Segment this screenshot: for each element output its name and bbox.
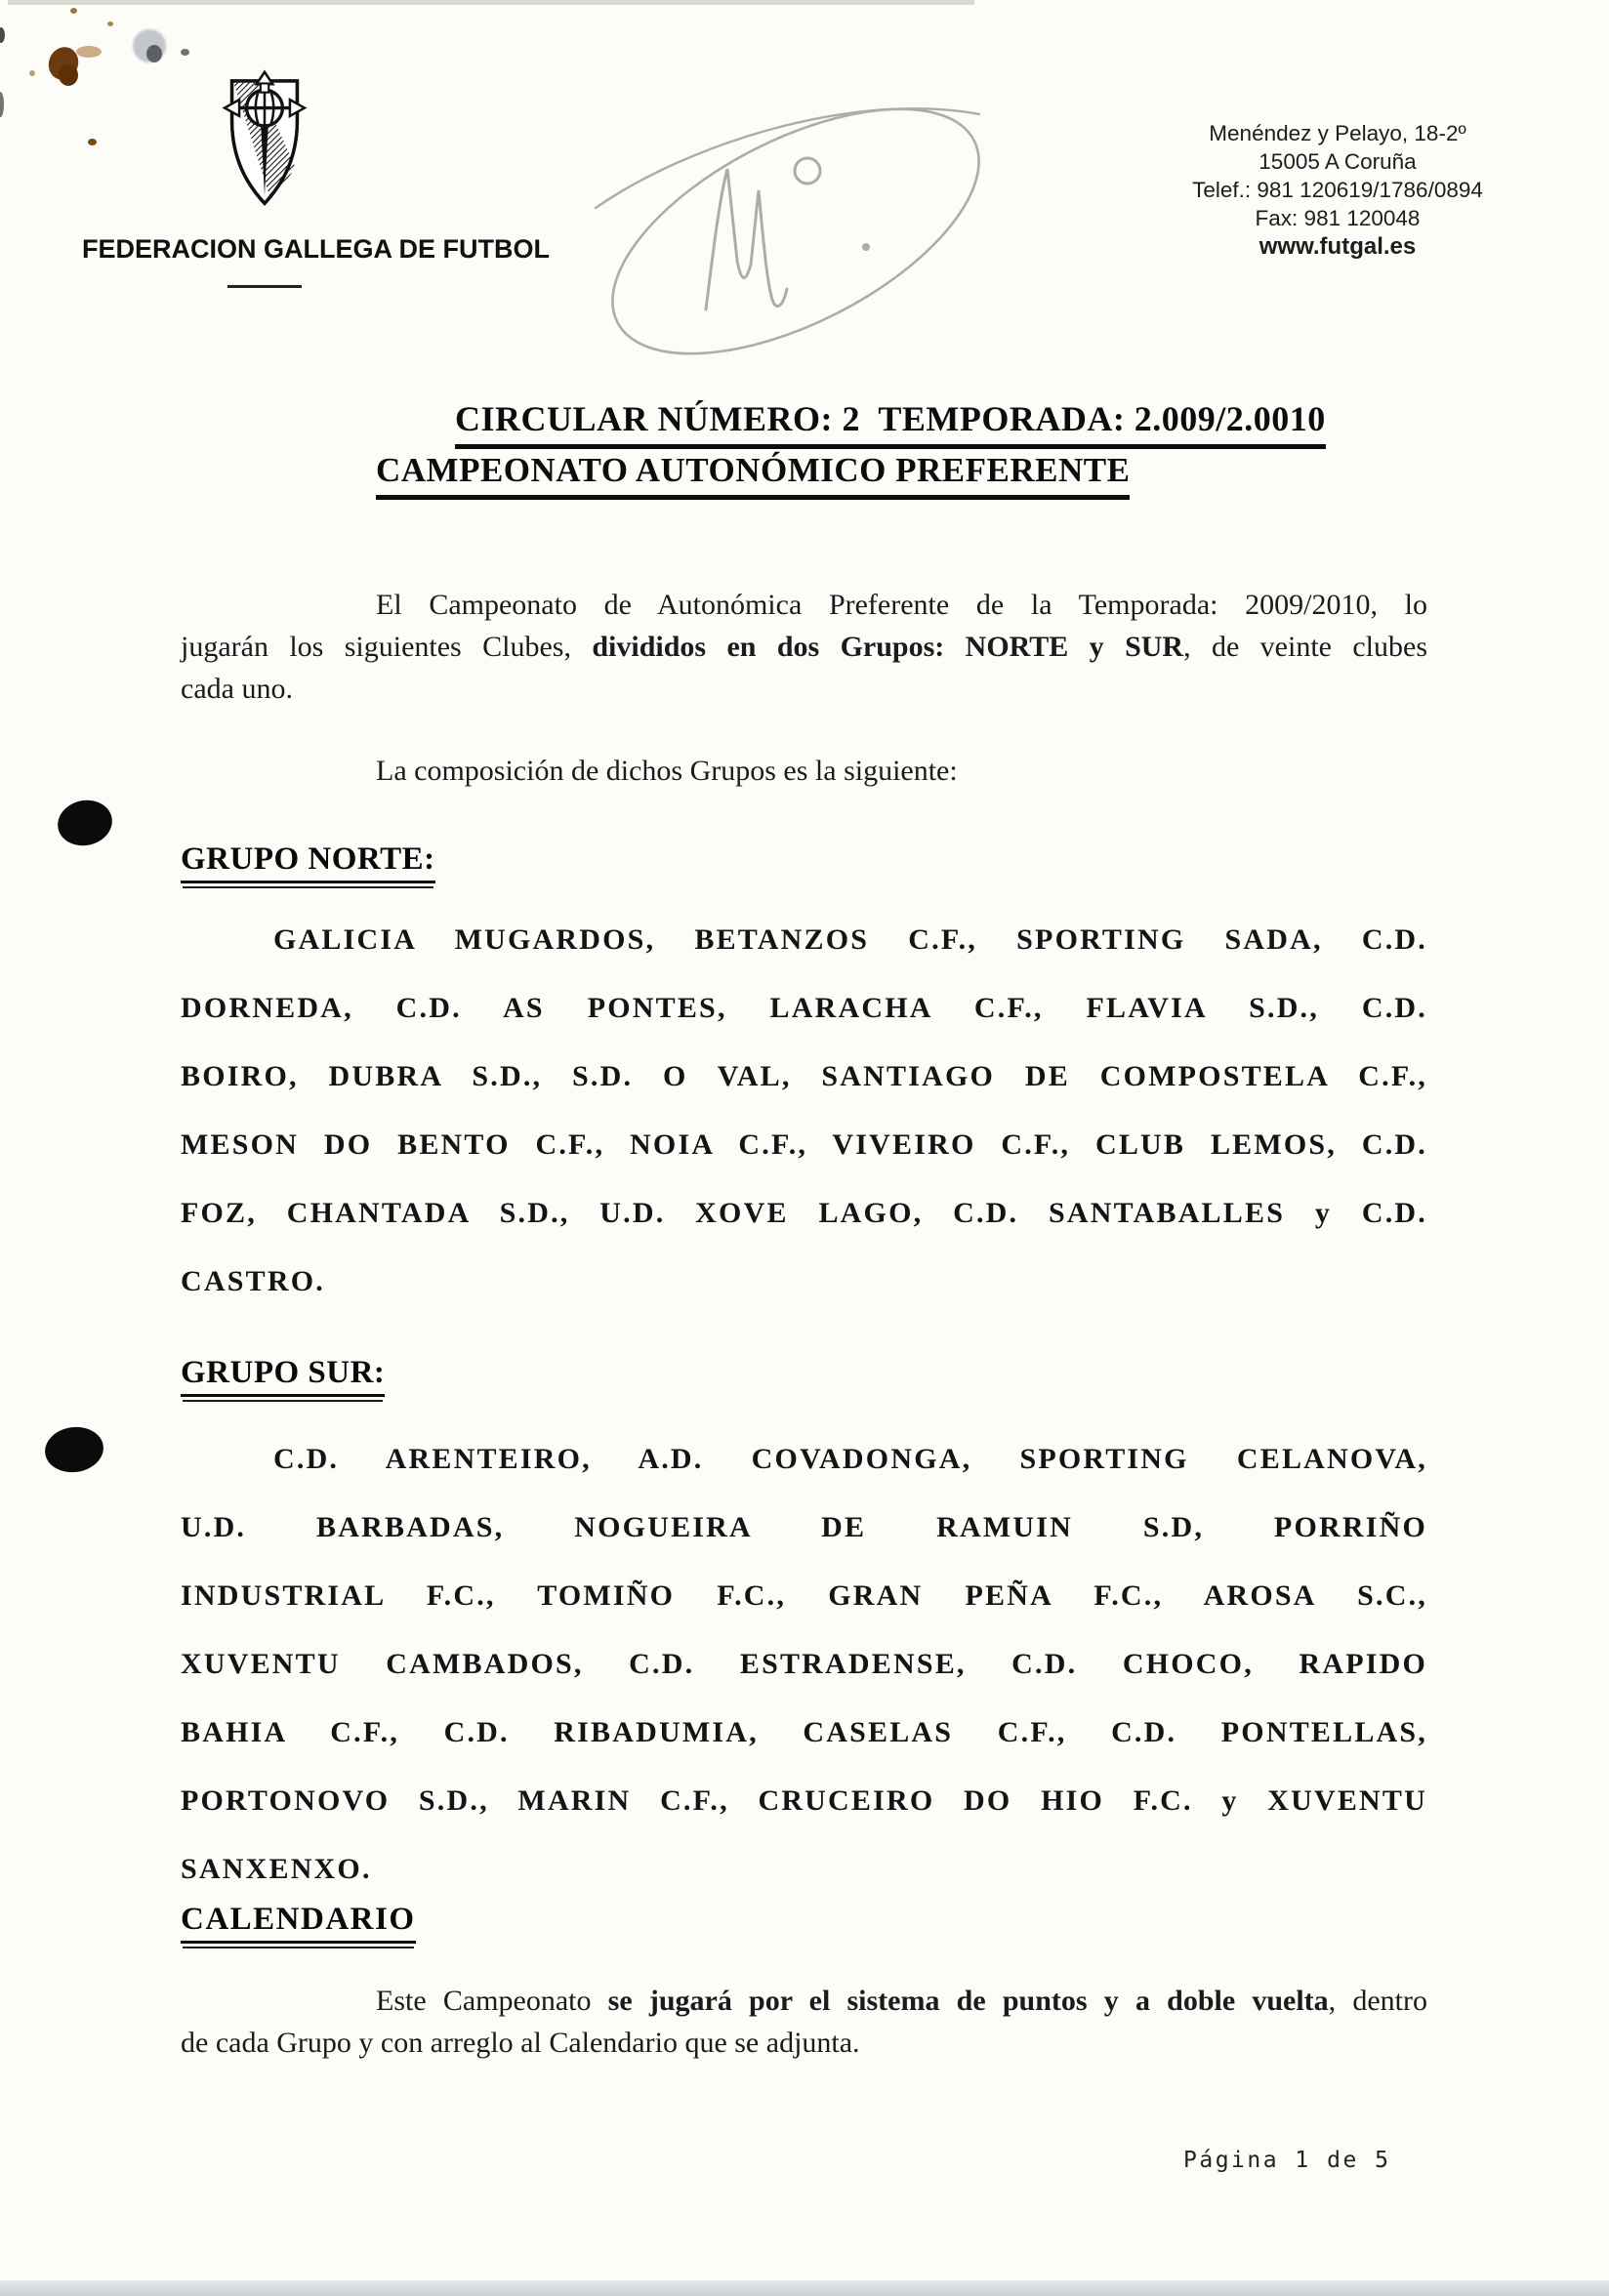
stain-mark (181, 49, 189, 56)
intro-paragraph (181, 584, 1427, 710)
calendario-heading (181, 1902, 416, 1944)
club-list-line: BAHIA C.F., C.D. RIBADUMIA, CASELAS C.F., C.D. PONTELLAS, (181, 1716, 1427, 1748)
calendario-heading-text: CALENDARIO (181, 1902, 416, 1944)
calendario-line: de cada Grupo y con arreglo al Calendario que se adjunta. (181, 2027, 860, 2059)
page-indicator: Página 1 de 5 (1183, 2148, 1391, 2173)
calendario-line-segment: , dentro (1328, 1985, 1427, 2017)
circular-title-text: CIRCULAR NÚMERO: 2 TEMPORADA: 2.009/2.0010 (455, 398, 1326, 449)
hole-punch-dot (42, 1423, 106, 1476)
composition-text: La composición de dichos Grupos es la siguiente: (376, 755, 958, 787)
edge-speck (0, 92, 4, 117)
club-list-line: BOIRO, DUBRA S.D., S.D. O VAL, SANTIAGO DE COMPOSTELA C.F., (181, 1060, 1427, 1092)
club-list-line: XUVENTU CAMBADOS, C.D. ESTRADENSE, C.D. CHOCO, RAPIDO (181, 1648, 1427, 1680)
federation-crest-icon (220, 68, 309, 213)
club-list-line: INDUSTRIAL F.C., TOMIÑO F.C., GRAN PEÑA F.C., AROSA S.C., (181, 1579, 1427, 1612)
club-list-line: MESON DO BENTO C.F., NOIA C.F., VIVEIRO C.F., CLUB LEMOS, C.D. (181, 1128, 1427, 1161)
handwritten-annotation (561, 54, 1030, 400)
stain-mark (29, 70, 35, 76)
championship-title (376, 451, 1130, 500)
intro-line-segment: , de veinte clubes (1183, 631, 1428, 663)
intro-line-bold-segment: divididos en dos Grupos: NORTE y SUR (592, 631, 1184, 663)
org-name-underline (227, 285, 302, 288)
intro-line: cada uno. (181, 673, 293, 705)
scan-edge-strip (8, 0, 974, 5)
composition-line (181, 750, 1427, 792)
address-website: www.futgal.es (1258, 233, 1417, 260)
letterhead-address-block (1103, 119, 1572, 261)
org-name: FEDERACION GALLEGA DE FUTBOL (82, 234, 550, 264)
calendario-line-bold-segment: se jugará por el sistema de puntos y a doble vuelta (607, 1985, 1329, 2017)
calendario-line-segment: Este Campeonato (376, 1985, 608, 2017)
club-list-line: U.D. BARBADAS, NOGUEIRA DE RAMUIN S.D, PORRIÑO (181, 1511, 1427, 1543)
calendario-paragraph (181, 1980, 1427, 2064)
club-list-line: DORNEDA, C.D. AS PONTES, LARACHA C.F., FLAVIA S.D., C.D. (181, 992, 1427, 1024)
stain-mark (146, 45, 162, 62)
grupo-sur-heading-text: GRUPO SUR: (181, 1355, 385, 1397)
intro-line: El Campeonato de Autonómica Preferente de la Temporada: 2009/2010, lo (376, 589, 1427, 621)
address-phone: Telef.: 981 120619/1786/0894 (1192, 178, 1483, 202)
stain-mark (70, 8, 77, 14)
address-fax: Fax: 981 120048 (1255, 206, 1421, 230)
club-list-line: C.D. ARENTEIRO, A.D. COVADONGA, SPORTING CELANOVA, (273, 1443, 1427, 1475)
address-city: 15005 A Coruña (1258, 149, 1417, 174)
intro-line-segment: jugarán los siguientes Clubes, (181, 631, 593, 663)
stain-mark (59, 64, 78, 86)
intro-line (181, 626, 1427, 668)
hole-punch-dot (54, 796, 116, 851)
club-list-line: GALICIA MUGARDOS, BETANZOS C.F., SPORTING SADA, C.D. (273, 923, 1427, 956)
club-list-line: PORTONOVO S.D., MARIN C.F., CRUCEIRO DO HIO F.C. y XUVENTU (181, 1784, 1427, 1817)
calendario-line (181, 1980, 1427, 2022)
club-list-line: SANXENXO. (181, 1853, 372, 1885)
grupo-norte-club-list (181, 906, 1427, 1316)
grupo-norte-heading (181, 841, 435, 883)
club-list-line: FOZ, CHANTADA S.D., U.D. XOVE LAGO, C.D. SANTABALLES y C.D. (181, 1197, 1427, 1229)
club-list-line: CASTRO. (181, 1265, 325, 1297)
grupo-sur-heading (181, 1355, 385, 1397)
grupo-norte-heading-text: GRUPO NORTE: (181, 841, 435, 883)
stain-mark (76, 46, 102, 58)
edge-speck (0, 27, 5, 43)
stain-mark (107, 21, 113, 26)
championship-title-text: CAMPEONATO AUTONÓMICO PREFERENTE (376, 451, 1130, 500)
stain-mark (88, 139, 97, 145)
scan-bottom-edge (0, 2280, 1609, 2296)
address-street: Menéndez y Pelayo, 18-2º (1209, 121, 1466, 145)
grupo-sur-club-list (181, 1425, 1427, 1904)
